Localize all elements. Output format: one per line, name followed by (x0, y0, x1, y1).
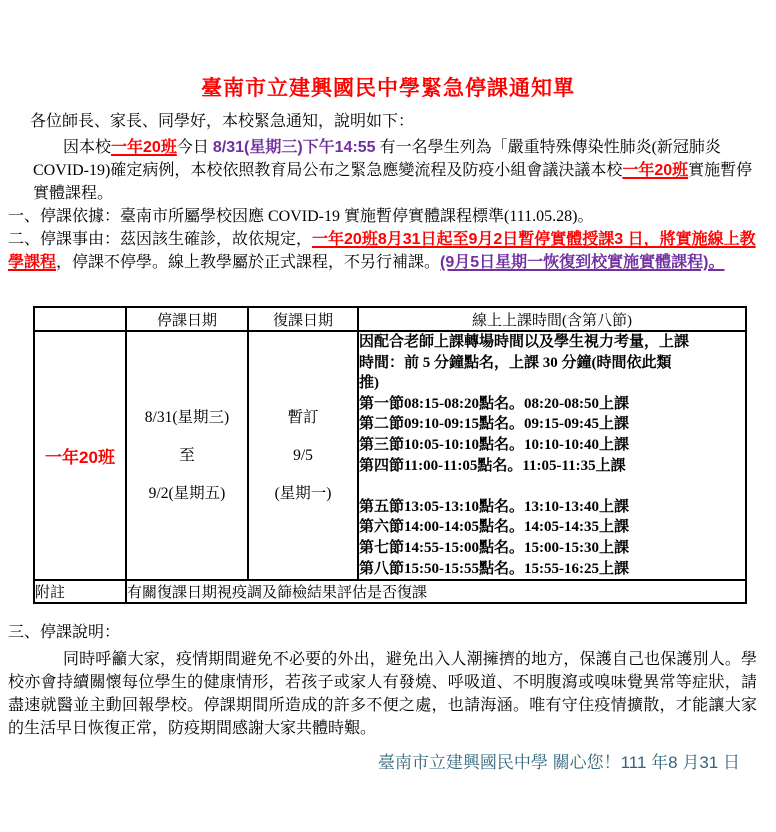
class-name-cell: 一年20班 (34, 331, 126, 580)
header-resumption-date: 復課日期 (248, 307, 358, 331)
text-run: (9月5日星期一恢復到校實施實體課程)。 (440, 254, 725, 271)
text-run: 8/31(星期三)下午14:55 (212, 139, 376, 156)
section3-heading: 三、停課說明： (8, 624, 121, 641)
text-line: 第六節14:00-14:05點名。14:05-14:35上課 (359, 519, 629, 536)
page-title: 臺南市立建興國民中學緊急停課通知單 (201, 76, 575, 100)
table-header-row (34, 307, 746, 331)
note-text-cell: 有關復課日期視疫調及篩檢結果評估是否復課 (126, 580, 746, 603)
text-line: 第三節10:05-10:10點名。10:10-10:40上課 (359, 436, 629, 453)
online-schedule-cell (358, 331, 746, 580)
suspension-dates-cell (126, 331, 248, 580)
text-line: 暫訂 (287, 408, 319, 426)
suspension-basis-line: 一、停課依據：臺南市所屬學校因應 COVID-19 實施暫停實體課程標準(111.05.28)。 (8, 208, 594, 225)
text-run: 二、停課事由：茲因該生確診，故依規定， (8, 231, 313, 248)
text-run: 一年20班8月31日起至9月2日暫停實體授課3 日，將實施線上教學課程 (8, 231, 756, 271)
text-line (359, 476, 745, 497)
text-run: 今日 (176, 139, 213, 156)
text-line: 因配合老師上課轉場時間以及學生視力考量，上課 (359, 334, 690, 350)
text-run: 實施暫停實體課程。 (33, 162, 753, 202)
text-line: 第四節11:00-11:05點名。11:05-11:35上課 (359, 457, 626, 474)
text-run: 因本校 (63, 139, 112, 156)
text-line: (星期一) (274, 484, 332, 502)
text-run: ，停課不停學。線上教學屬於正式課程，不另行補課。 (56, 254, 441, 271)
text-run: 有一名學生列為「嚴重特殊傳染性肺炎(新冠肺炎COVID-19)確定病例，本校依照教育局公布之緊急應變流程及防疫小組會議決議本校 (33, 139, 721, 179)
resumption-dates-cell (248, 331, 358, 580)
suspension-reason-paragraph (8, 228, 761, 274)
text-line: 9/2(星期五) (148, 484, 226, 502)
header-online-schedule: 線上上課時間(含第八節) (358, 307, 746, 331)
greeting-line: 各位師長、家長、同學好，本校緊急通知，說明如下： (30, 113, 415, 130)
text-line: 8/31(星期三) (144, 408, 230, 426)
table-main-row (34, 331, 746, 580)
suspension-table (33, 306, 747, 604)
text-line: 9/5 (293, 446, 313, 464)
header-suspension-date: 停課日期 (126, 307, 248, 331)
text-run: 一年20班 (111, 139, 177, 156)
footer-signature: 臺南市立建興國民中學 關心您！111 年8 月31 日 (377, 753, 740, 772)
text-line: 第七節14:55-15:00點名。15:00-15:30上課 (359, 539, 629, 556)
text-line: 第五節13:05-13:10點名。13:10-13:40上課 (359, 498, 629, 515)
text-line: 至 (179, 446, 195, 464)
text-line: 第二節09:10-09:15點名。09:15-09:45上課 (359, 416, 629, 433)
text-line: 時間：前 5 分鐘點名，上課 30 分鐘(時間依此類 (359, 354, 672, 371)
header-class (34, 307, 126, 331)
section3-paragraph: 同時呼籲大家，疫情期間避免不必要的外出，避免出入人潮擁擠的地方，保護自己也保護別人。學校亦會持續關懷每位學生的健康情形，若孩子或家人有發燒、呼吸道、不明腹瀉或嗅味覺異常等症狀，請盡速就醫並主動回報學校。停課期間所造成的許多不便之處，也請海涵。唯有守住疫情擴散，才能讓大家的生活早日恢復正常，防疫期間感謝大家共體時艱。 (8, 651, 757, 737)
case-paragraph (33, 136, 763, 205)
text-line: 第一節08:15-08:20點名。08:20-08:50上課 (359, 395, 629, 412)
note-label-cell: 附註 (34, 580, 126, 603)
table-note-row (34, 580, 746, 603)
text-run: 一年20班 (622, 162, 689, 179)
text-line: 第八節15:50-15:55點名。15:55-16:25上課 (359, 560, 629, 577)
text-line: 推) (359, 375, 379, 392)
